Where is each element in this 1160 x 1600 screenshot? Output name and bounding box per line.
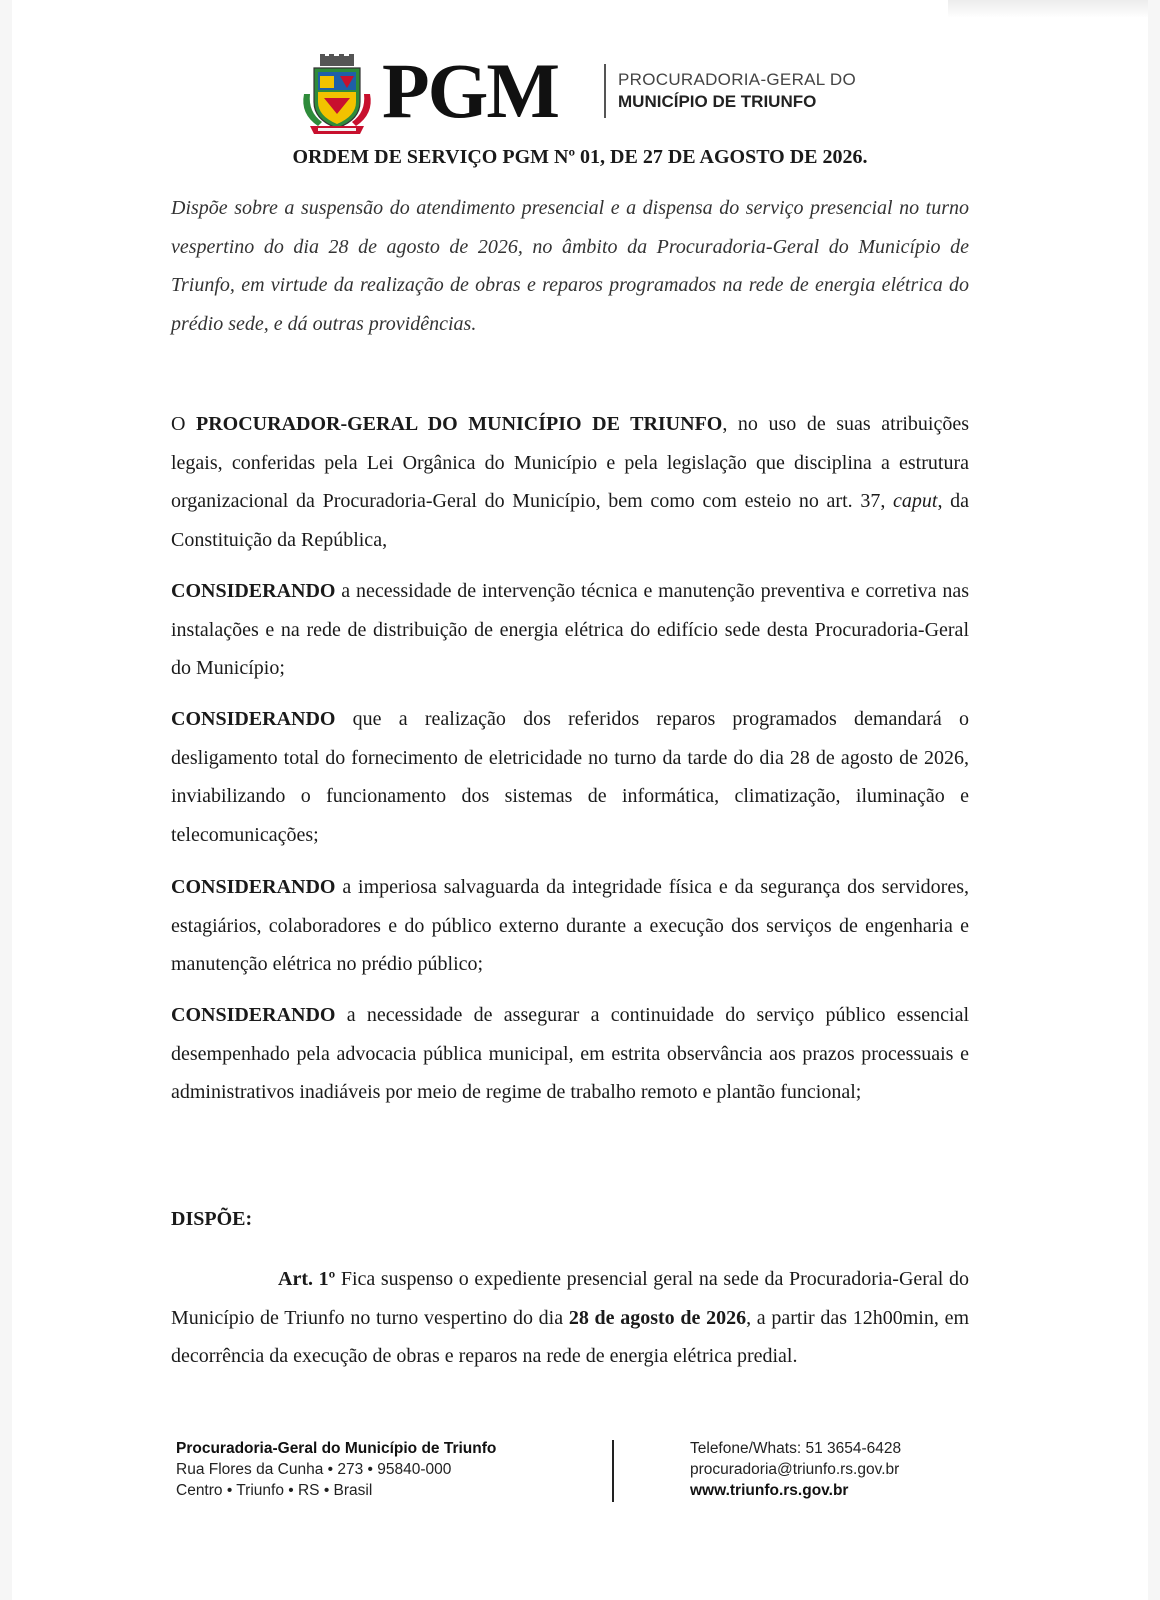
considerando-paragraph [171, 868, 969, 984]
considerando-paragraph [171, 572, 969, 688]
letterhead [298, 47, 858, 138]
footer-address-block [176, 1438, 496, 1501]
preamble-authority: PROCURADOR-GERAL DO MUNICÍPIO DE TRIUNFO [196, 413, 723, 435]
footer-email[interactable]: procuradoria@triunfo.rs.gov.br [690, 1461, 900, 1478]
footer-address-line2: Centro • Triunfo • RS • Brasil [176, 1482, 373, 1499]
preamble-text-b: , da Constituição da República, [171, 490, 969, 552]
considerando-label: CONSIDERANDO [171, 1004, 336, 1026]
org-name-line1: PROCURADORIA-GERAL DO [618, 70, 857, 89]
article-1-text-a: Fica suspenso o expediente presencial geral na sede da Procuradoria-Geral do Município de Triunfo no turno vespertino do dia [171, 1268, 969, 1329]
preamble-lead: O [171, 413, 197, 435]
footer-org-name: Procuradoria-Geral do Município de Triunfo [176, 1440, 497, 1457]
footer-phone: Telefone/Whats: 51 3654-6428 [690, 1440, 902, 1457]
article-1-label: Art. 1º [278, 1268, 336, 1290]
org-name-line2: MUNICÍPIO DE TRIUNFO [618, 92, 817, 111]
preamble-text-a: , no uso de suas atribuições legais, conferidas pela Lei Orgânica do Município e pela legislação que disciplina a estrutura organizacional da Procuradoria-Geral do Município, bem como com esteio no art. 37, [171, 413, 970, 513]
footer-website[interactable]: www.triunfo.rs.gov.br [690, 1482, 849, 1499]
footer-address-line1: Rua Flores da Cunha • 273 • 95840-000 [176, 1461, 452, 1478]
considerando-text: que a realização dos referidos reparos programados demandará o desligamento total do fornecimento de eletricidade no turno da tarde do dia 28 de agosto de 2026, inviabilizando o funcionamento dos sistemas de informática, climatização, iluminação e telecomunicações; [171, 708, 969, 847]
footer-divider [612, 1440, 614, 1502]
considerando-label: CONSIDERANDO [171, 708, 336, 730]
preamble-paragraph [171, 405, 969, 560]
article-1-text-b: , a partir das 12h00min, em decorrência da execução de obras e reparos na rede de energia elétrica predial. [171, 1306, 969, 1368]
article-1-date: 28 de agosto de 2026 [568, 1306, 747, 1329]
footer-contact-block [690, 1438, 901, 1501]
page-edge-shadow [948, 0, 1148, 18]
considerando-label: CONSIDERANDO [171, 876, 336, 898]
document-title: ORDEM DE SERVIÇO PGM Nº 01, DE 27 DE AGOSTO DE 2026. [292, 146, 868, 168]
considerando-label: CONSIDERANDO [171, 580, 336, 602]
ementa-paragraph: Dispõe sobre a suspensão do atendimento presencial e a dispensa do serviço presencial no turno vespertino do dia 28 de agosto de 2026, no âmbito da Procuradoria-Geral do Município de Triunfo, em virtude da realização de obras e reparos programados na rede de energia elétrica do prédio sede, e dá outras providências. [171, 197, 969, 336]
article-1-paragraph [171, 1260, 969, 1376]
pgm-logo-text: PGM [382, 47, 558, 134]
header-divider [604, 64, 606, 118]
considerando-text: a necessidade de assegurar a continuidade do serviço público essencial desempenhado pela advocacia pública municipal, em estrita observância aos prazos processuais e administrativos inadiáveis por meio de regime de trabalho remoto e plantão funcional; [171, 1004, 969, 1104]
dispoe-heading: DISPÕE: [171, 1208, 253, 1230]
municipal-crest-icon [298, 54, 376, 136]
preamble-caput: caput [893, 490, 938, 513]
considerando-paragraph [171, 700, 969, 855]
considerando-paragraph [171, 996, 969, 1112]
considerando-text: a imperiosa salvaguarda da integridade física e da segurança dos servidores, estagiários, colaboradores e do público externo durante a execução dos serviços de engenharia e manutenção elétrica no prédio público; [171, 876, 969, 976]
considerando-text: a necessidade de intervenção técnica e manutenção preventiva e corretiva nas instalações e na rede de distribuição de energia elétrica do edifício sede desta Procuradoria-Geral do Município; [171, 580, 969, 680]
